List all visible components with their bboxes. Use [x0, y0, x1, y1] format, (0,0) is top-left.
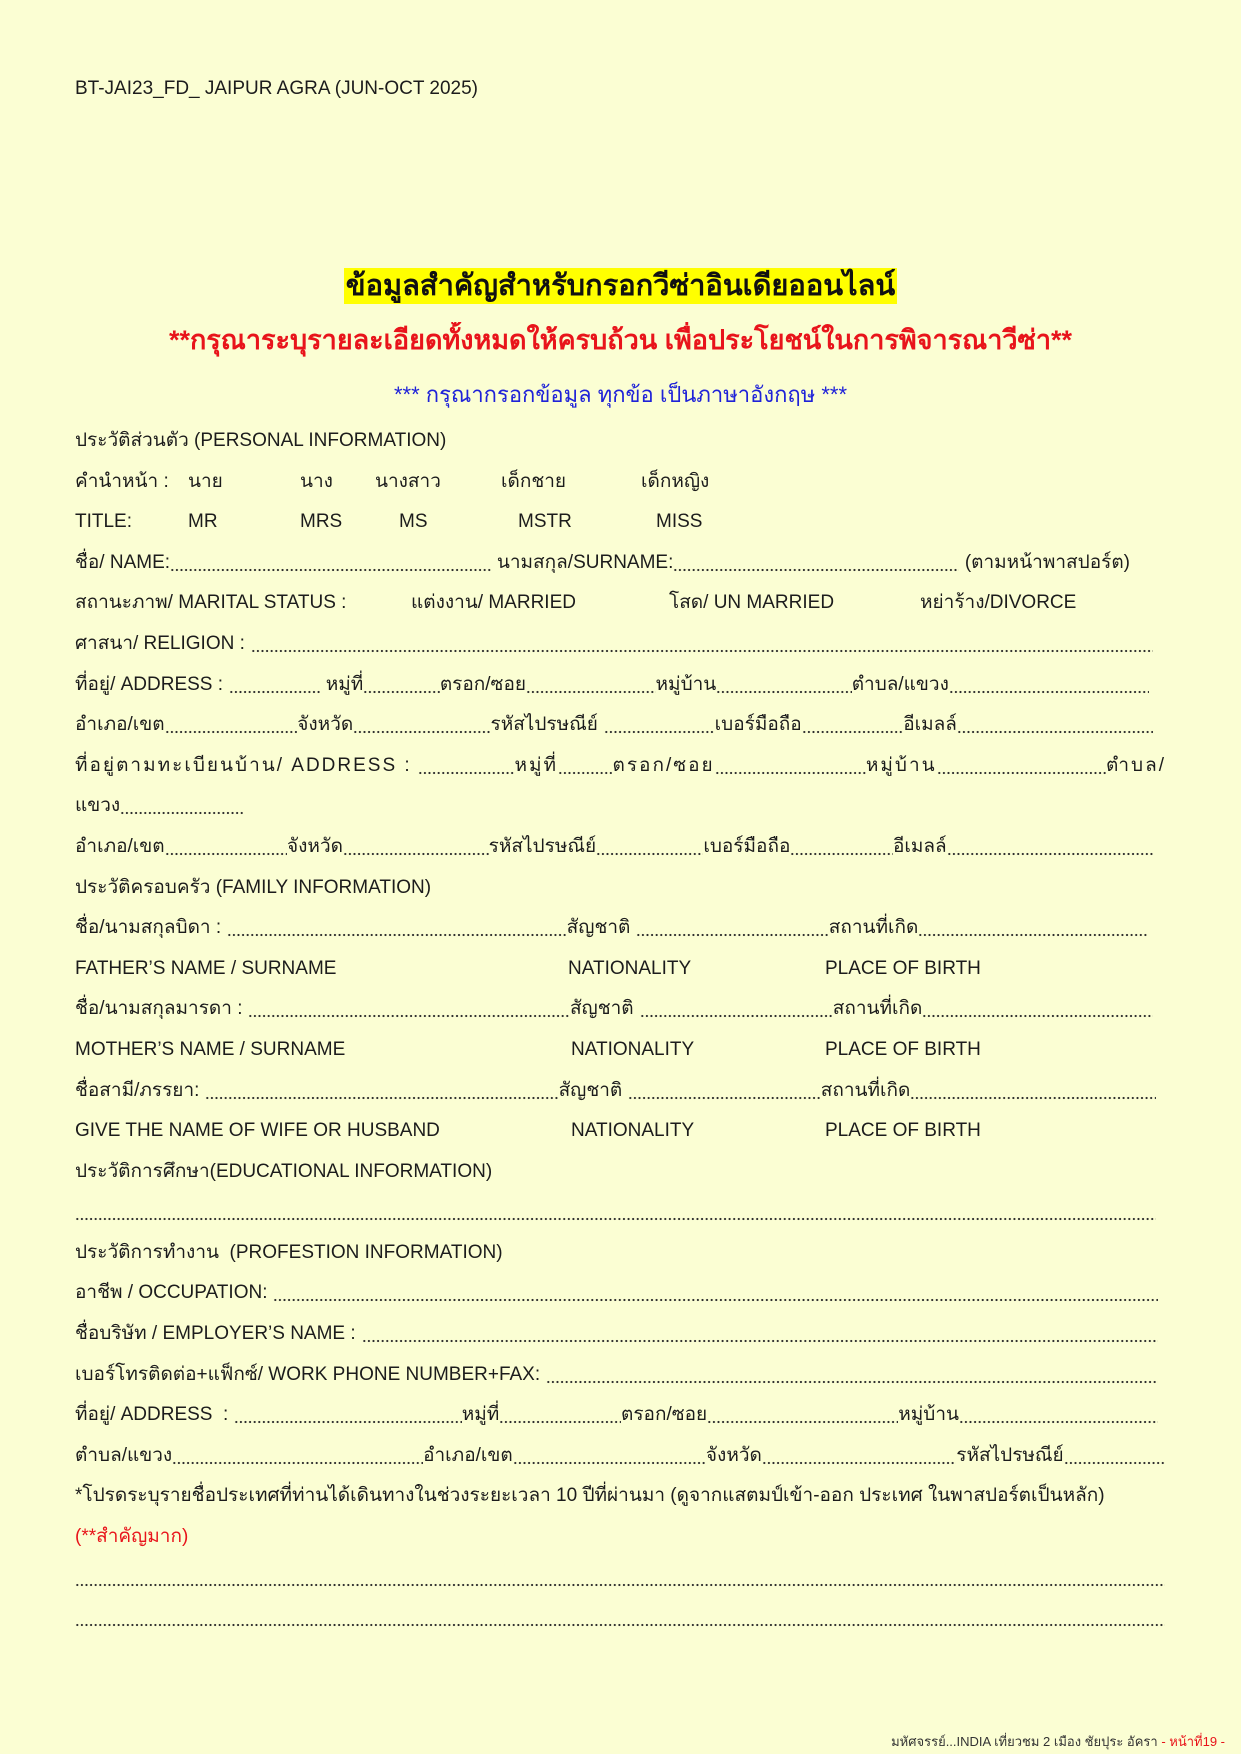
work-village-label: หมู่บ้าน [898, 1404, 959, 1426]
prefix-option-mr: นาย [188, 470, 223, 492]
mother-name-field [248, 989, 569, 1030]
travel-row-1 [75, 1558, 1165, 1599]
travel-field-1 [75, 1558, 1165, 1599]
registered-postcode-label: รหัสไปรษณีย์ [488, 835, 597, 857]
address-label: ที่อยู่/ ADDRESS : [75, 673, 224, 695]
subdistrict-label: ตำบล/แขวง [851, 673, 949, 695]
work-district-field [513, 1436, 706, 1477]
registered-address-label: ที่อยู่ตามทะเบียนบ้าน/ ADDRESS : [75, 754, 412, 776]
soi-label: ตรอก/ซอย [439, 673, 526, 695]
mother-birthplace-field [922, 989, 1153, 1030]
registered-address-field [418, 746, 515, 787]
district-field [165, 705, 298, 746]
email-field [957, 705, 1153, 746]
name-label: ชื่อ/ NAME: [75, 551, 171, 573]
postcode-field [604, 705, 715, 746]
spouse-nationality-en: NATIONALITY [571, 1120, 695, 1142]
subdistrict-field [949, 665, 1149, 706]
mother-en-label: MOTHER’S NAME / SURNAME [75, 1038, 346, 1060]
form-body [75, 421, 1167, 1639]
title-label: TITLE: [75, 511, 133, 533]
travel-row-2 [75, 1598, 1165, 1639]
registered-province-field [343, 827, 489, 868]
spouse-birthplace-field [910, 1071, 1156, 1112]
surname-label: นามสกุล/SURNAME: [496, 551, 674, 573]
prefix-option-mstr: เด็กชาย [501, 470, 567, 492]
occupation-label: อาชีพ / OCCUPATION: [75, 1282, 268, 1304]
father-nationality-en: NATIONALITY [568, 957, 692, 979]
father-label: ชื่อ/นามสกุลบิดา : [75, 917, 222, 939]
profession-heading: ประวัติการทำงาน (PROFESTION INFORMATION) [75, 1241, 503, 1263]
occupation-field [273, 1273, 1158, 1314]
father-en-label: FATHER’S NAME / SURNAME [75, 957, 337, 979]
spouse-birthplace-label: สถานที่เกิด [820, 1079, 911, 1101]
registered-address-row-2 [75, 786, 243, 827]
mother-nationality-field [640, 989, 833, 1030]
work-subdistrict-field [172, 1436, 423, 1477]
moo-field [363, 665, 440, 706]
family-heading: ประวัติครอบครัว (FAMILY INFORMATION) [75, 876, 432, 898]
registered-moo-label: หมู่ที่ [514, 754, 559, 776]
father-birthplace-label: สถานที่เกิด [828, 917, 919, 939]
work-moo-field [499, 1395, 621, 1436]
spouse-en-row [75, 1111, 1165, 1152]
mother-row [75, 989, 1153, 1030]
work-moo-label: หมู่ที่ [461, 1404, 500, 1426]
registered-email-field [947, 827, 1153, 868]
spouse-nationality-field [628, 1071, 820, 1112]
passport-note: (ตามหน้าพาสปอร์ต) [964, 551, 1130, 573]
marital-label: สถานะภาพ/ MARITAL STATUS : [75, 592, 347, 614]
title-option-mstr: MSTR [518, 511, 572, 533]
title-option-ms: MS [399, 511, 428, 533]
page-footer [891, 1732, 1225, 1752]
education-heading: ประวัติการศึกษา(EDUCATIONAL INFORMATION) [75, 1160, 493, 1182]
registered-subdistrict-field [120, 786, 243, 827]
work-district-label: อำเภอ/เขต [423, 1444, 513, 1466]
work-soi-field [707, 1395, 898, 1436]
mother-label: ชื่อ/นามสกุลมารดา : [75, 998, 243, 1020]
spouse-nationality-label: สัญชาติ [558, 1079, 623, 1101]
mobile-label: เบอร์มือถือ [714, 714, 802, 736]
father-birthplace-field [918, 908, 1147, 949]
page-title: ข้อมูลสำคัญสำหรับกรอกวีซ่าอินเดียออนไลน์ [345, 270, 896, 302]
spouse-birthplace-en: PLACE OF BIRTH [825, 1120, 981, 1142]
name-row [75, 543, 1130, 584]
registered-address-row-1 [75, 746, 1166, 787]
education-field [75, 1192, 1156, 1233]
occupation-row [75, 1273, 1158, 1314]
registered-moo-field [558, 746, 612, 787]
father-row [75, 908, 1147, 949]
education-row [75, 1192, 1156, 1233]
marital-option-married: แต่งงาน/ MARRIED [411, 592, 576, 614]
spouse-label: ชื่อสามี/ภรรยา: [75, 1079, 200, 1101]
religion-label: ศาสนา/ RELIGION : [75, 632, 245, 654]
title-option-mr: MR [188, 511, 218, 533]
prefix-option-miss: เด็กหญิง [641, 470, 710, 492]
village-label: หมู่บ้าน [655, 673, 717, 695]
father-nationality-field [636, 908, 828, 949]
registered-mobile-label: เบอร์มือถือ [703, 835, 791, 857]
registered-soi-label: ตรอก/ซอย [612, 754, 715, 776]
work-province-label: จังหวัด [705, 1444, 762, 1466]
work-phone-label: เบอร์โทรติดต่อ+แฟ็กซ์/ WORK PHONE NUMBER+FAX: [75, 1363, 541, 1385]
work-address-label: ที่อยู่/ ADDRESS : [75, 1404, 229, 1426]
registered-soi-field [715, 746, 866, 787]
current-address-row-2 [75, 705, 1153, 746]
current-address-row-1 [75, 665, 1149, 706]
employer-field [362, 1314, 1158, 1355]
title-option-mrs: MRS [300, 511, 343, 533]
registered-district-field [165, 827, 287, 868]
marital-row [75, 583, 1165, 624]
religion-field [251, 624, 1153, 665]
mobile-field [802, 705, 904, 746]
father-birthplace-en: PLACE OF BIRTH [825, 957, 981, 979]
notice-text: **กรุณาระบุรายละเอียดทั้งหมดให้ครบถ้วน เพื่อประโยชน์ในการพิจารณาวีซ่า** [168, 325, 1073, 355]
title-container [0, 268, 1241, 304]
soi-field [526, 665, 656, 706]
registered-subdistrict-label: ตำบล/ [1106, 754, 1166, 776]
registered-email-label: อีเมลล์ [892, 835, 947, 857]
work-soi-label: ตรอก/ซอย [621, 1404, 708, 1426]
name-field [170, 543, 491, 584]
spouse-row [75, 1071, 1156, 1112]
registered-province-label: จังหวัด [287, 835, 343, 857]
work-postcode-label: รหัสไปรษณีย์ [956, 1444, 1064, 1466]
prefix-option-ms: นางสาว [375, 470, 441, 492]
mother-nationality-en: NATIONALITY [571, 1038, 695, 1060]
work-phone-row [75, 1355, 1158, 1396]
registered-postcode-field [596, 827, 703, 868]
prefix-option-mrs: นาง [300, 470, 333, 492]
email-label: อีเมลล์ [903, 714, 957, 736]
registered-village-label: หมู่บ้าน [865, 754, 937, 776]
work-address-row-1 [75, 1395, 1158, 1436]
religion-row [75, 624, 1153, 665]
title-row [75, 502, 1165, 543]
instruction-text: *** กรุณากรอกข้อมูล ทุกข้อ เป็นภาษาอังกฤษ *** [393, 382, 848, 407]
spouse-name-field [205, 1071, 558, 1112]
village-field [716, 665, 851, 706]
address-field [229, 665, 320, 706]
district-label: อำเภอ/เขต [75, 714, 165, 736]
work-address-row-2 [75, 1436, 1165, 1477]
father-name-field [227, 908, 567, 949]
prefix-row [75, 462, 1165, 503]
employer-row [75, 1314, 1158, 1355]
title-option-miss: MISS [656, 511, 703, 533]
moo-label: หมู่ที่ [325, 673, 364, 695]
document-code: BT-JAI23_FD_ JAIPUR AGRA (JUN-OCT 2025) [75, 78, 478, 99]
travel-field-2 [75, 1598, 1165, 1639]
marital-option-unmarried: โสด/ UN MARRIED [669, 592, 835, 614]
province-label: จังหวัด [297, 714, 354, 736]
registered-subdistrict-label-cont: แขวง [75, 795, 121, 817]
father-nationality-label: สัญชาติ [566, 917, 631, 939]
work-phone-field [546, 1355, 1158, 1396]
mother-en-row [75, 1030, 1165, 1071]
province-field [353, 705, 490, 746]
work-village-field [959, 1395, 1158, 1436]
surname-field [673, 543, 958, 584]
registered-address-row-3 [75, 827, 1153, 868]
postcode-label: รหัสไปรษณีย์ [490, 714, 598, 736]
work-postcode-field [1064, 1436, 1165, 1477]
marital-option-divorce: หย่าร้าง/DIVORCE [920, 592, 1077, 614]
employer-label: ชื่อบริษัท / EMPLOYER’S NAME : [75, 1323, 356, 1345]
page-number: - หน้าที่19 - [1161, 1734, 1225, 1749]
footer-text: มหัศจรรย์...INDIA เที่ยวชม 2 เมือง ชัยปุระ อัครา [891, 1734, 1162, 1749]
mother-birthplace-en: PLACE OF BIRTH [825, 1038, 981, 1060]
mother-nationality-label: สัญชาติ [569, 998, 634, 1020]
spouse-en-label: GIVE THE NAME OF WIFE OR HUSBAND [75, 1120, 440, 1142]
work-province-field [762, 1436, 956, 1477]
personal-heading: ประวัติส่วนตัว (PERSONAL INFORMATION) [75, 430, 447, 451]
work-subdistrict-label: ตำบล/แขวง [75, 1444, 173, 1466]
registered-village-field [937, 746, 1106, 787]
prefix-label: คำนำหน้า : [75, 470, 169, 492]
work-address-field [234, 1395, 461, 1436]
father-en-row [75, 949, 1165, 990]
registered-district-label: อำเภอ/เขต [75, 835, 165, 857]
registered-mobile-field [790, 827, 893, 868]
mother-birthplace-label: สถานที่เกิด [832, 998, 923, 1020]
travel-note: *โปรดระบุรายชื่อประเทศที่ท่านได้เดินทางในช่วงระยะเวลา 10 ปีที่ผ่านมา (ดูจากแสตมป์เข้า-ออก ประเทศ ในพาสปอร์ตเป็นหลัก) [75, 1485, 1105, 1507]
travel-important-note: (**สำคัญมาก) [75, 1526, 189, 1548]
